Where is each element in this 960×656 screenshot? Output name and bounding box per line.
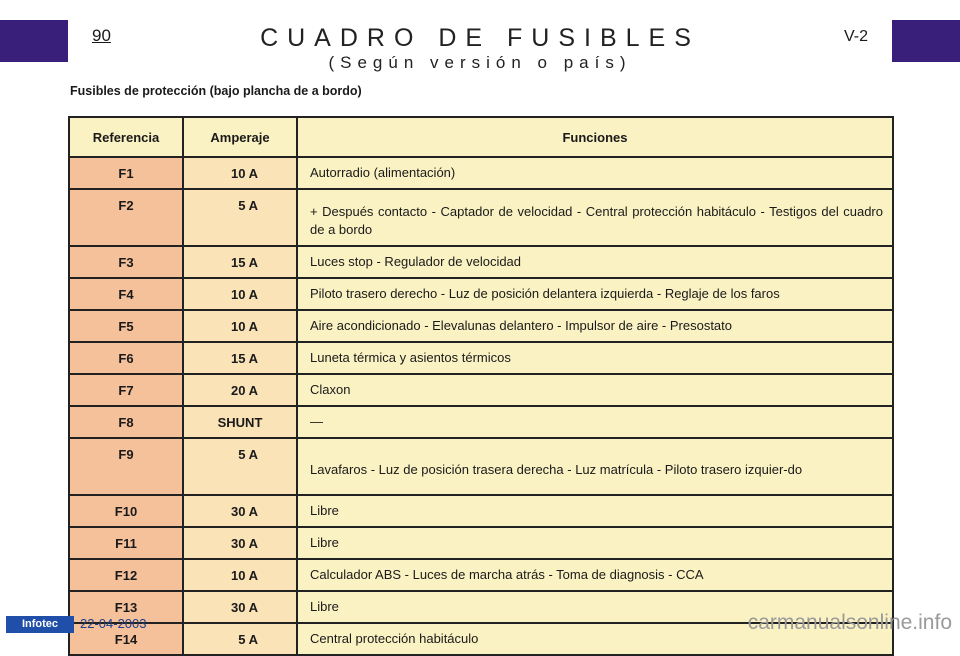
fuse-function: + Después contacto - Captador de velocidad - Central protección habitáculo - Testigos del cuadro de a bordo (297, 189, 893, 246)
fuse-function: Luneta térmica y asientos térmicos (297, 342, 893, 374)
section-code: V-2 (843, 28, 868, 45)
table-row (69, 278, 893, 310)
fuse-reference: F7 (118, 383, 134, 398)
header-referencia: Referencia (69, 117, 183, 157)
table-row (69, 310, 893, 342)
fuse-function: Libre (297, 591, 893, 623)
fuse-reference: F13 (114, 600, 138, 615)
table-row (69, 438, 893, 495)
table-row (69, 406, 893, 438)
table-row (69, 246, 893, 278)
fuse-amperage: 5 A (238, 632, 258, 647)
fuse-reference: F6 (118, 351, 134, 366)
watermark: carmanualsonline.info (747, 611, 952, 634)
fuse-amperage: 10 A (231, 319, 258, 334)
fuse-amperage: 15 A (231, 255, 258, 270)
fuse-amperage: 30 A (231, 536, 258, 551)
fuse-function: Lavafaros - Luz de posición trasera derecha - Luz matrícula - Piloto trasero izquier-do (297, 438, 893, 495)
page-subtitle: (Según versión o país) (328, 53, 632, 72)
fuse-function: Autorradio (alimentación) (297, 157, 893, 189)
header-amperaje: Amperaje (183, 117, 297, 157)
fuse-amperage: 15 A (231, 351, 258, 366)
fuse-amperage: 20 A (231, 383, 258, 398)
footer-date: 22-04-2003 (80, 616, 147, 631)
fuse-function: Luces stop - Regulador de velocidad (297, 246, 893, 278)
fuse-amperage: 30 A (231, 504, 258, 519)
table-row (69, 559, 893, 591)
fuse-amperage: 5 A (238, 447, 258, 462)
fuse-function: Calculador ABS - Luces de marcha atrás - Toma de diagnosis - CCA (297, 559, 893, 591)
fuse-reference: F9 (118, 447, 134, 462)
fuse-amperage: 10 A (231, 568, 258, 583)
table-header-row (69, 117, 893, 157)
fuse-reference: F11 (115, 536, 137, 551)
table-row (69, 495, 893, 527)
fuse-function: Libre (297, 495, 893, 527)
table-row (69, 157, 893, 189)
fuse-reference: F4 (118, 287, 134, 302)
page-number: 90 (92, 26, 111, 45)
fuse-reference: F5 (118, 319, 134, 334)
infotec-logo: Infotec (6, 616, 74, 633)
page-title: CUADRO DE FUSIBLES (260, 24, 700, 52)
fuse-amperage: 30 A (231, 600, 258, 615)
section-heading: Fusibles de protección (bajo plancha de a bordo) (70, 84, 362, 98)
fuse-amperage: 5 A (238, 198, 258, 213)
fuse-amperage: 10 A (231, 166, 258, 181)
fuse-reference: F12 (114, 568, 138, 583)
fuse-reference: F8 (118, 415, 134, 430)
fuse-amperage: 10 A (231, 287, 258, 302)
fuse-reference: F14 (114, 632, 138, 647)
fuse-function: Aire acondicionado - Elevalunas delantero - Impulsor de aire - Presostato (297, 310, 893, 342)
fuse-function: Claxon (297, 374, 893, 406)
header-funciones: Funciones (297, 117, 893, 157)
fuse-table (68, 116, 894, 656)
fuse-reference: F1 (118, 166, 134, 181)
fuse-function: Piloto trasero derecho - Luz de posición delantera izquierda - Reglaje de los faros (297, 278, 893, 310)
fuse-reference: F2 (118, 198, 134, 213)
table-row (69, 342, 893, 374)
table-row (69, 527, 893, 559)
fuse-function: Central protección habitáculo (297, 623, 893, 655)
table-row (69, 374, 893, 406)
fuse-function: Libre (297, 527, 893, 559)
fuse-reference: F3 (118, 255, 134, 270)
table-row (69, 189, 893, 246)
fuse-reference: F10 (114, 504, 138, 519)
fuse-function: — (297, 406, 893, 438)
fuse-amperage: SHUNT (217, 415, 263, 430)
